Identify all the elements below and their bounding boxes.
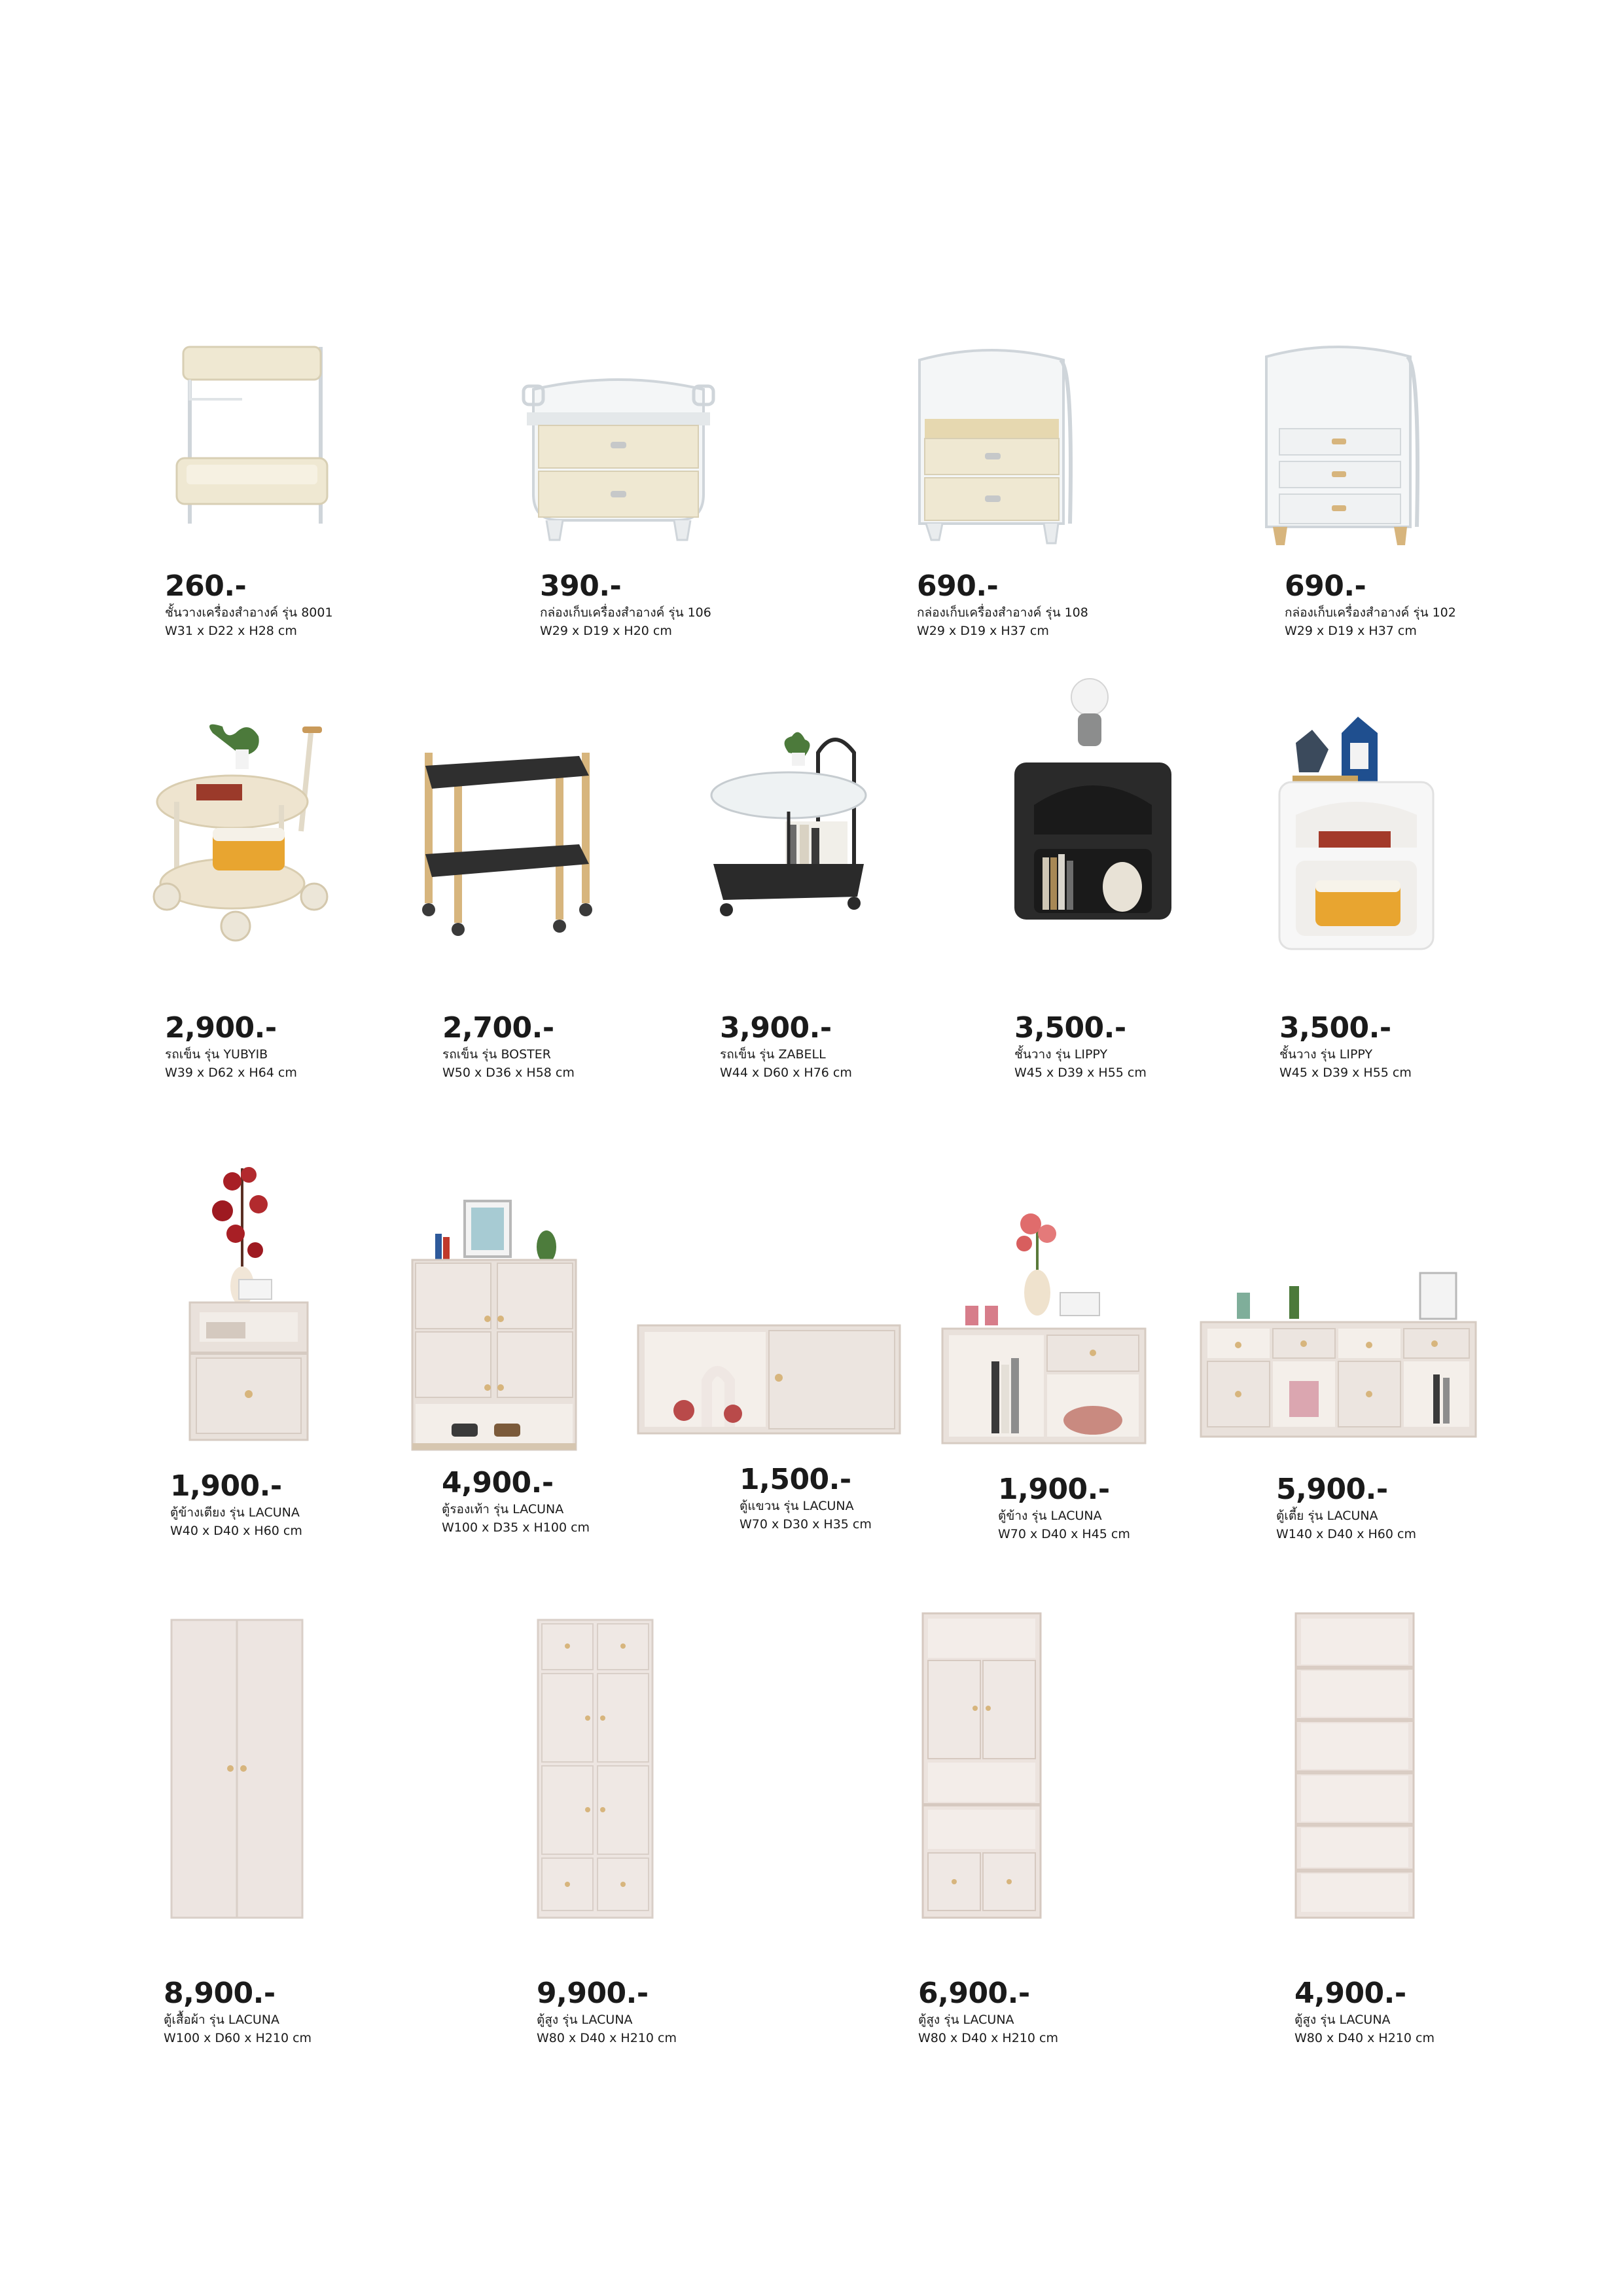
product-image (1260, 337, 1423, 550)
dimensions: W80 x D40 x H210 cm (1294, 2031, 1435, 2045)
product-image (409, 1201, 579, 1456)
product-image (514, 363, 723, 540)
product-name: รถเข็น รุ่น YUBYIB (165, 1047, 268, 1062)
dimensions: W70 x D30 x H35 cm (740, 1517, 872, 1532)
price: 5,900.- (1276, 1473, 1388, 1506)
product-image (1279, 717, 1436, 952)
price: 690.- (1285, 569, 1366, 603)
price: 2,700.- (442, 1011, 554, 1045)
price: 3,500.- (1279, 1011, 1391, 1045)
dimensions: W29 x D19 x H37 cm (1285, 624, 1417, 638)
product-name: ตู้ข้างเตียง รุ่น LACUNA (170, 1505, 300, 1520)
product-image (923, 1613, 1041, 1921)
price: 3,900.- (720, 1011, 832, 1045)
price: 2,900.- (165, 1011, 277, 1045)
dimensions: W39 x D62 x H64 cm (165, 1066, 297, 1080)
product-name: ตู้สูง รุ่น LACUNA (918, 2013, 1014, 2027)
product-name: ตู้สูง รุ่น LACUNA (1294, 2013, 1391, 2027)
product-image (151, 720, 340, 942)
price: 9,900.- (537, 1977, 649, 2010)
product-image (164, 334, 334, 530)
price: 3,500.- (1014, 1011, 1126, 1045)
product-image (1296, 1613, 1414, 1921)
product-image (1198, 1273, 1479, 1443)
price: 6,900.- (918, 1977, 1030, 2010)
price: 1,900.- (170, 1469, 282, 1503)
dimensions: W80 x D40 x H210 cm (918, 2031, 1058, 2045)
product-image (707, 713, 890, 942)
product-name: รถเข็น รุ่น BOSTER (442, 1047, 551, 1062)
product-name: กล่องเก็บเครื่องสำอางค์ รุ่น 106 (540, 605, 711, 620)
product-name: รถเข็น รุ่น ZABELL (720, 1047, 826, 1062)
product-name: ชั้นวางเครื่องสำอางค์ รุ่น 8001 (165, 605, 333, 620)
dimensions: W50 x D36 x H58 cm (442, 1066, 575, 1080)
product-name: ชั้นวาง รุ่น LIPPY (1279, 1047, 1373, 1062)
product-name: ชั้นวาง รุ่น LIPPY (1014, 1047, 1108, 1062)
product-name: ตู้แขวน รุ่น LACUNA (740, 1499, 854, 1513)
dimensions: W29 x D19 x H37 cm (917, 624, 1049, 638)
price: 260.- (165, 569, 247, 603)
product-image (913, 340, 1077, 550)
product-image (171, 1620, 302, 1921)
product-image (412, 740, 602, 936)
product-name: ตู้รองเท้า รุ่น LACUNA (442, 1502, 564, 1516)
product-image (538, 1620, 652, 1921)
price: 4,900.- (442, 1466, 554, 1499)
dimensions: W140 x D40 x H60 cm (1276, 1527, 1416, 1541)
price: 390.- (540, 569, 622, 603)
product-image (939, 1208, 1149, 1450)
product-name: ตู้สูง รุ่น LACUNA (537, 2013, 633, 2027)
dimensions: W70 x D40 x H45 cm (998, 1527, 1130, 1541)
dimensions: W44 x D60 x H76 cm (720, 1066, 852, 1080)
price: 4,900.- (1294, 1977, 1406, 2010)
dimensions: W45 x D39 x H55 cm (1279, 1066, 1412, 1080)
dimensions: W100 x D35 x H100 cm (442, 1520, 590, 1535)
product-name: กล่องเก็บเครื่องสำอางค์ รุ่น 102 (1285, 605, 1456, 620)
product-name: กล่องเก็บเครื่องสำอางค์ รุ่น 108 (917, 605, 1088, 620)
product-image (638, 1325, 900, 1437)
product-name: ตู้เตี้ย รุ่น LACUNA (1276, 1509, 1378, 1523)
price: 8,900.- (164, 1977, 276, 2010)
dimensions: W100 x D60 x H210 cm (164, 2031, 312, 2045)
product-image (177, 1155, 308, 1450)
product-image (1011, 677, 1175, 939)
product-name: ตู้ข้าง รุ่น LACUNA (998, 1509, 1102, 1523)
dimensions: W40 x D40 x H60 cm (170, 1524, 302, 1538)
product-name: ตู้เสื้อผ้า รุ่น LACUNA (164, 2013, 279, 2027)
dimensions: W80 x D40 x H210 cm (537, 2031, 677, 2045)
price: 1,500.- (740, 1463, 851, 1496)
price: 1,900.- (998, 1473, 1110, 1506)
dimensions: W45 x D39 x H55 cm (1014, 1066, 1147, 1080)
dimensions: W31 x D22 x H28 cm (165, 624, 297, 638)
dimensions: W29 x D19 x H20 cm (540, 624, 672, 638)
price: 690.- (917, 569, 999, 603)
